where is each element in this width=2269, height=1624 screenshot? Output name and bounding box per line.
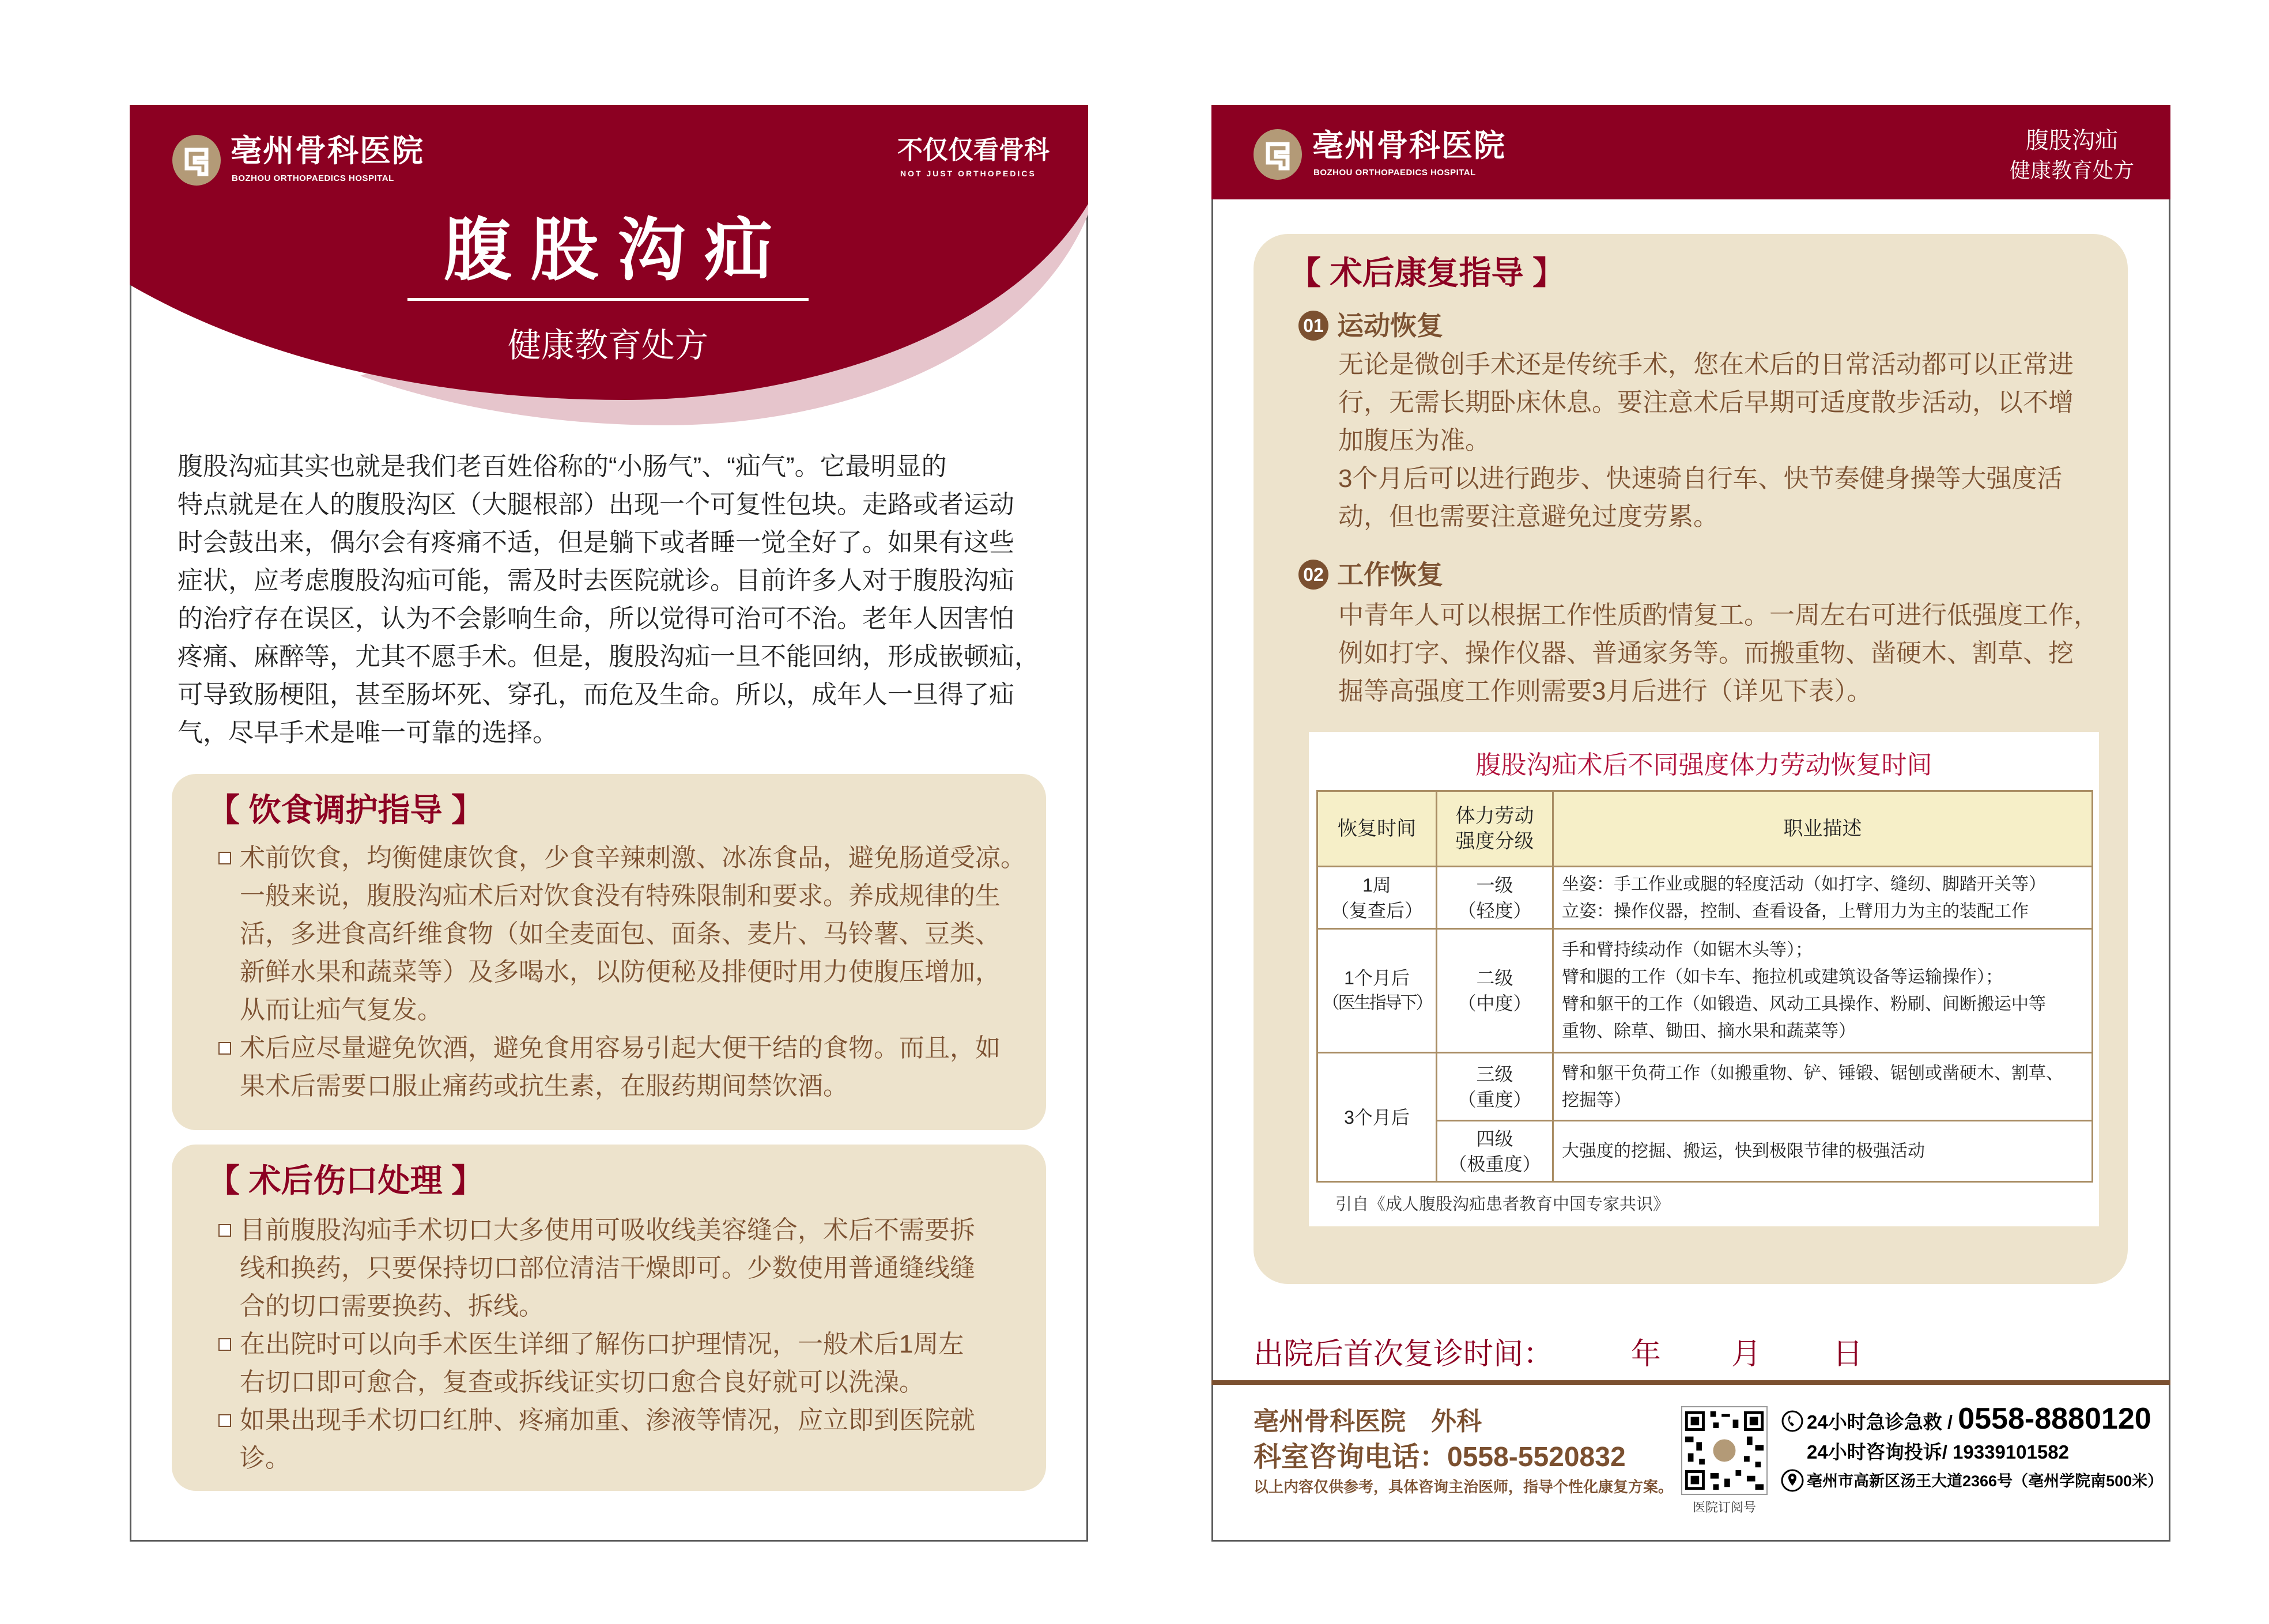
phone-icon	[1781, 1410, 1804, 1433]
cell-text: 1周	[1362, 874, 1391, 896]
emergency-label: 24小时急诊急救 /	[1807, 1411, 1958, 1433]
recovery-table-title: 腹股沟疝术后不同强度体力劳动恢复时间	[1475, 751, 1932, 779]
page-subtitle: 健康教育处方	[507, 327, 708, 364]
section-heading: 工作恢复	[1337, 560, 1443, 590]
cell-text: 臂和腿的工作（如卡车、拖拉机或建筑设备等运输操作）；	[1562, 968, 2003, 987]
address-line: 亳州市高新区汤王大道2366号（亳州学院南500米）	[1807, 1472, 2164, 1490]
wound-line: 目前腹股沟疝手术切口大多使用可吸收线美容缝合，术后不需要拆	[240, 1216, 975, 1244]
cell-desc	[1553, 1053, 2093, 1121]
checkbox-bullet-icon	[218, 1224, 231, 1237]
cell-text: 坐姿：手工作业或腿的轻度活动（如打字、缝纫、脚踏开关等）	[1562, 874, 2046, 894]
wound-line: 在出院时可以向手术医生详细了解伤口护理情况，一般术后1周左	[240, 1330, 964, 1358]
diet-line: 术前饮食，均衡健康饮食，少食辛辣刺激、冰冻食品，避免肠道受凉。	[240, 844, 1026, 872]
cell-text: （医生指导下）	[1322, 994, 1432, 1013]
footer-divider	[1211, 1380, 2170, 1385]
location-pin-icon	[1781, 1468, 1804, 1493]
wound-line: 线和换药，只要保持切口部位清洁干燥即可。少数使用普通缝线缝	[240, 1254, 975, 1282]
section-number-badge: 01	[1298, 311, 1328, 341]
slogan-cn: 不仅仅看骨科	[897, 136, 1049, 164]
table-row	[1317, 1053, 2093, 1121]
hospital-name-cn: 亳州骨科医院	[231, 134, 424, 168]
rehab-line: 掘等高强度工作则需要3月后进行（详见下表）。	[1338, 677, 1872, 705]
rehab-line: 无论是微创手术还是传统手术，您在术后的日常活动都可以正常进	[1338, 350, 2074, 379]
cell-text: （轻度）	[1458, 900, 1532, 921]
followup-label: 出院后首次复诊时间：	[1254, 1338, 1554, 1371]
wound-care-title: 【 术后伤口处理 】	[207, 1162, 484, 1199]
qr-label: 医院订阅号	[1693, 1500, 1757, 1515]
slogan-en: NOT JUST ORTHOPEDICS	[900, 169, 1036, 178]
header-intensity-level	[1437, 791, 1553, 867]
cell-time	[1317, 929, 1437, 1053]
cell-text: （极重度）	[1448, 1153, 1541, 1174]
followup-year: 年	[1631, 1338, 1662, 1371]
cell-text: 挖掘等）	[1562, 1090, 1631, 1110]
cell-text: （中度）	[1458, 993, 1532, 1014]
hospital-name-en: BOZHOU ORTHOPAEDICS HOSPITAL	[232, 173, 394, 183]
footer-department: 亳州骨科医院 外科	[1254, 1407, 1482, 1436]
cell-desc	[1553, 867, 2093, 929]
title-underline	[407, 298, 809, 301]
wound-line: 右切口即可愈合，复查或拆线证实切口愈合良好就可以洗澡。	[240, 1368, 924, 1396]
header-job-description: 职业描述	[1553, 791, 2093, 867]
hospital-logo-icon	[171, 134, 222, 187]
table-header-row	[1317, 791, 2093, 867]
intro-line: 时会鼓出来，偶尔会有疼痛不适，但是躺下或者睡一觉全好了。如果有这些	[178, 528, 1014, 557]
footer-dept-phone: 科室咨询电话：0558-5520832	[1254, 1442, 1626, 1472]
cell-text: 手和臂持续动作（如锯木头等）；	[1562, 941, 1813, 960]
cell-desc	[1553, 1121, 2093, 1182]
recovery-table	[1316, 790, 2093, 1183]
rehab-guidance-title: 【 术后康复指导 】	[1289, 255, 1565, 291]
rehab-line: 加腹压为准。	[1338, 426, 1490, 455]
cell-time	[1317, 867, 1437, 929]
header-text: 强度分级	[1455, 830, 1534, 852]
table-citation: 引自《成人腹股沟疝患者教育中国专家共识》	[1335, 1195, 1670, 1214]
checkbox-bullet-icon	[218, 1338, 231, 1351]
cell-text: 大强度的挖掘、搬运，快到极限节律的极强活动	[1562, 1142, 1925, 1161]
diet-guidance-title: 【 饮食调护指导 】	[207, 792, 484, 828]
header-recovery-time: 恢复时间	[1317, 791, 1437, 867]
cell-level	[1437, 929, 1553, 1053]
intro-line: 可导致肠梗阻，甚至肠坏死、穿孔，而危及生命。所以，成年人一旦得了疝	[178, 681, 1014, 709]
cell-desc	[1553, 929, 2093, 1053]
cell-text: 四级	[1476, 1128, 1513, 1149]
wound-line: 如果出现手术切口红肿、疼痛加重、渗液等情况，应立即到医院就	[240, 1406, 975, 1434]
intro-line: 特点就是在人的腹股沟区（大腿根部）出现一个可复性包块。走路或者运动	[178, 490, 1014, 519]
table-row	[1317, 929, 2093, 1053]
rehab-line: 行，无需长期卧床休息。要注意术后早期可适度散步活动，以不增	[1338, 388, 2074, 417]
qr-code-icon[interactable]	[1681, 1406, 1768, 1495]
header-text: 体力劳动	[1455, 805, 1534, 827]
cell-level	[1437, 867, 1553, 929]
cell-text: （重度）	[1458, 1089, 1532, 1110]
section-number-badge: 02	[1298, 560, 1328, 590]
cell-text: （复查后）	[1330, 900, 1423, 921]
cell-text: 臂和躯干负荷工作（如搬重物、铲、锤锻、锯刨或凿硬木、割草、	[1562, 1063, 2063, 1083]
wound-line: 诊。	[240, 1444, 290, 1472]
intro-line: 腹股沟疝其实也就是我们老百姓俗称的“小肠气”、“疝气”。它最明显的	[178, 452, 947, 481]
hospital-logo-icon	[1252, 128, 1304, 181]
hospital-name-cn: 亳州骨科医院	[1312, 129, 1506, 163]
intro-line: 症状，应考虑腹股沟疝可能，需及时去医院就诊。目前许多人对于腹股沟疝	[178, 566, 1014, 595]
cell-level	[1437, 1121, 1553, 1182]
hospital-name-en: BOZHOU ORTHOPAEDICS HOSPITAL	[1313, 168, 1476, 177]
cell-text: 一级	[1476, 874, 1513, 896]
intro-line: 疼痛、麻醉等，尤其不愿手术。但是，腹股沟疝一旦不能回纳，形成嵌顿疝，	[178, 643, 1040, 671]
intro-line: 的治疗存在误区，认为不会影响生命，所以觉得可治可不治。老年人因害怕	[178, 605, 1014, 633]
cell-text: 立姿：操作仪器，控制、查看设备，上臂用力为主的装配工作	[1562, 901, 2029, 921]
rehab-line: 例如打字、操作仪器、普通家务等。而搬重物、凿硬木、割草、挖	[1338, 639, 2074, 667]
section-heading: 运动恢复	[1337, 311, 1443, 341]
header-title: 腹股沟疝	[2026, 128, 2118, 153]
page-title: 腹 股 沟 疝	[443, 213, 773, 289]
cell-text: 二级	[1476, 968, 1513, 988]
rehab-line: 动，但也需要注意避免过度劳累。	[1338, 503, 1719, 531]
diet-line: 活，多进食高纤维食物（如全麦面包、面条、麦片、马铃薯、豆类、	[240, 920, 1001, 948]
cell-text: 1个月后	[1344, 968, 1410, 988]
rehab-line: 3个月后可以进行跑步、快速骑自行车、快节奏健身操等大强度活	[1338, 464, 2063, 493]
intro-line: 气，尽早手术是唯一可靠的选择。	[178, 719, 558, 747]
diet-line: 果术后需要口服止痛药或抗生素，在服药期间禁饮酒。	[240, 1072, 848, 1100]
emergency-number: 0558-8880120	[1958, 1402, 2151, 1436]
rehab-line: 中青年人可以根据工作性质酌情复工。一周左右可进行低强度工作，	[1338, 601, 2099, 629]
checkbox-bullet-icon	[218, 1414, 231, 1427]
diet-line: 一般来说，腹股沟疝术后对饮食没有特殊限制和要求。养成规律的生	[240, 882, 1001, 910]
wound-line: 合的切口需要换药、拆线。	[240, 1292, 544, 1320]
cell-time: 3个月后	[1317, 1053, 1437, 1182]
followup-day: 日	[1833, 1338, 1863, 1371]
checkbox-bullet-icon	[218, 852, 231, 864]
table-row	[1317, 867, 2093, 929]
cell-text: 臂和躯干的工作（如锻造、风动工具操作、粉刷、间断搬运中等	[1562, 995, 2046, 1014]
diet-line: 从而让疝气复发。	[240, 996, 443, 1024]
cell-level	[1437, 1053, 1553, 1121]
cell-text: 重物、除草、锄田、摘水果和蔬菜等）	[1562, 1022, 1856, 1041]
diet-line: 术后应尽量避免饮酒，避免食用容易引起大便干结的食物。而且，如	[240, 1034, 1001, 1062]
footer-note: 以上内容仅供参考，具体咨询主治医师，指导个性化康复方案。	[1254, 1478, 1674, 1495]
emergency-line	[1807, 1403, 2151, 1435]
diet-line: 新鲜水果和蔬菜等）及多喝水，以防便秘及排便时用力使腹压增加，	[240, 958, 1001, 986]
followup-month: 月	[1731, 1338, 1762, 1371]
complaint-line: 24小时咨询投诉/ 19339101582	[1807, 1441, 2069, 1463]
checkbox-bullet-icon	[218, 1042, 231, 1055]
header-subtitle: 健康教育处方	[2009, 158, 2134, 182]
cell-text: 三级	[1476, 1063, 1513, 1085]
